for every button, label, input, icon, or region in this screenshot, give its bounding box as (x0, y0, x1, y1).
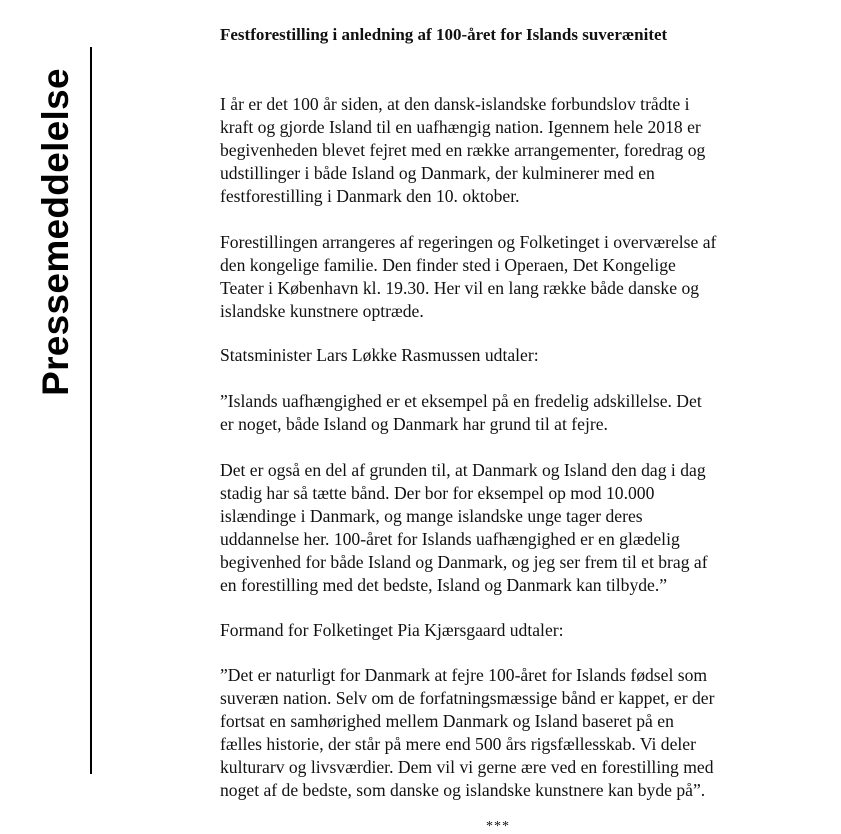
headline: Festforestilling i anledning af 100-året for Islands suverænitet (220, 25, 668, 44)
event-paragraph: Forestillingen arrangeres af regeringen og Folketinget i overværelse af den kongelige familie. Den finder sted i Operaen, Det Kongelige Teater i København kl. 19.30. Her vil en lang række både danske og islandske kunstnere optræde. (220, 232, 717, 321)
vertical-divider (90, 47, 92, 774)
pm-quote-paragraph-2: Det er også en del af grunden til, at Danmark og Island den dag i dag stadig har så tætte bånd. Der bor for eksempel op mod 10.000 islændinge i Danmark, og mange islandske unge tager deres uddannelse her. 100-året for Islands uafhængighed er en glædelig begivenhed for både Island og Danmark, og jeg ser frem til et brag af en forestilling med det bedste, Island og Danmark kan tilbyde.” (220, 460, 708, 595)
document-type-label: Pressemeddelelse (35, 68, 76, 396)
pm-quote-intro: Statsminister Lars Løkke Rasmussen udtaler: (220, 345, 539, 365)
pm-quote-paragraph-1: ”Islands uafhængighed er et eksempel på en fredelig adskillelse. Det er noget, både Island og Danmark har grund til at fejre. (220, 391, 702, 434)
speaker-quote-paragraph: ”Det er naturligt for Danmark at fejre 100-året for Islands fødsel som suveræn nation. Selv om de forfatningsmæssige bånd er kappet, er der fortsat en samhørighed mellem Danmark og Island baseret på en fælles historie, der står på mere end 500 års rigsfællesskab. Vi deler kulturarv og livsværdier. Dem vil vi gerne ære ved en forestilling med noget af de bedste, som danske og islandske kunstnere kan byde på”. (220, 665, 715, 800)
speaker-quote-intro: Formand for Folketinget Pia Kjærsgaard udtaler: (220, 620, 564, 640)
intro-paragraph: I år er det 100 år siden, at den dansk-islandske forbundslov trådte i kraft og gjorde Island til en uafhængig nation. Igennem hele 2018 er begivenheden blevet fejret med en række arrangementer, foredrag og udstillinger i både Island og Danmark, der kulminerer med en festforestilling i Danmark den 10. oktober. (220, 94, 706, 206)
section-break-mark: *** (486, 819, 510, 834)
